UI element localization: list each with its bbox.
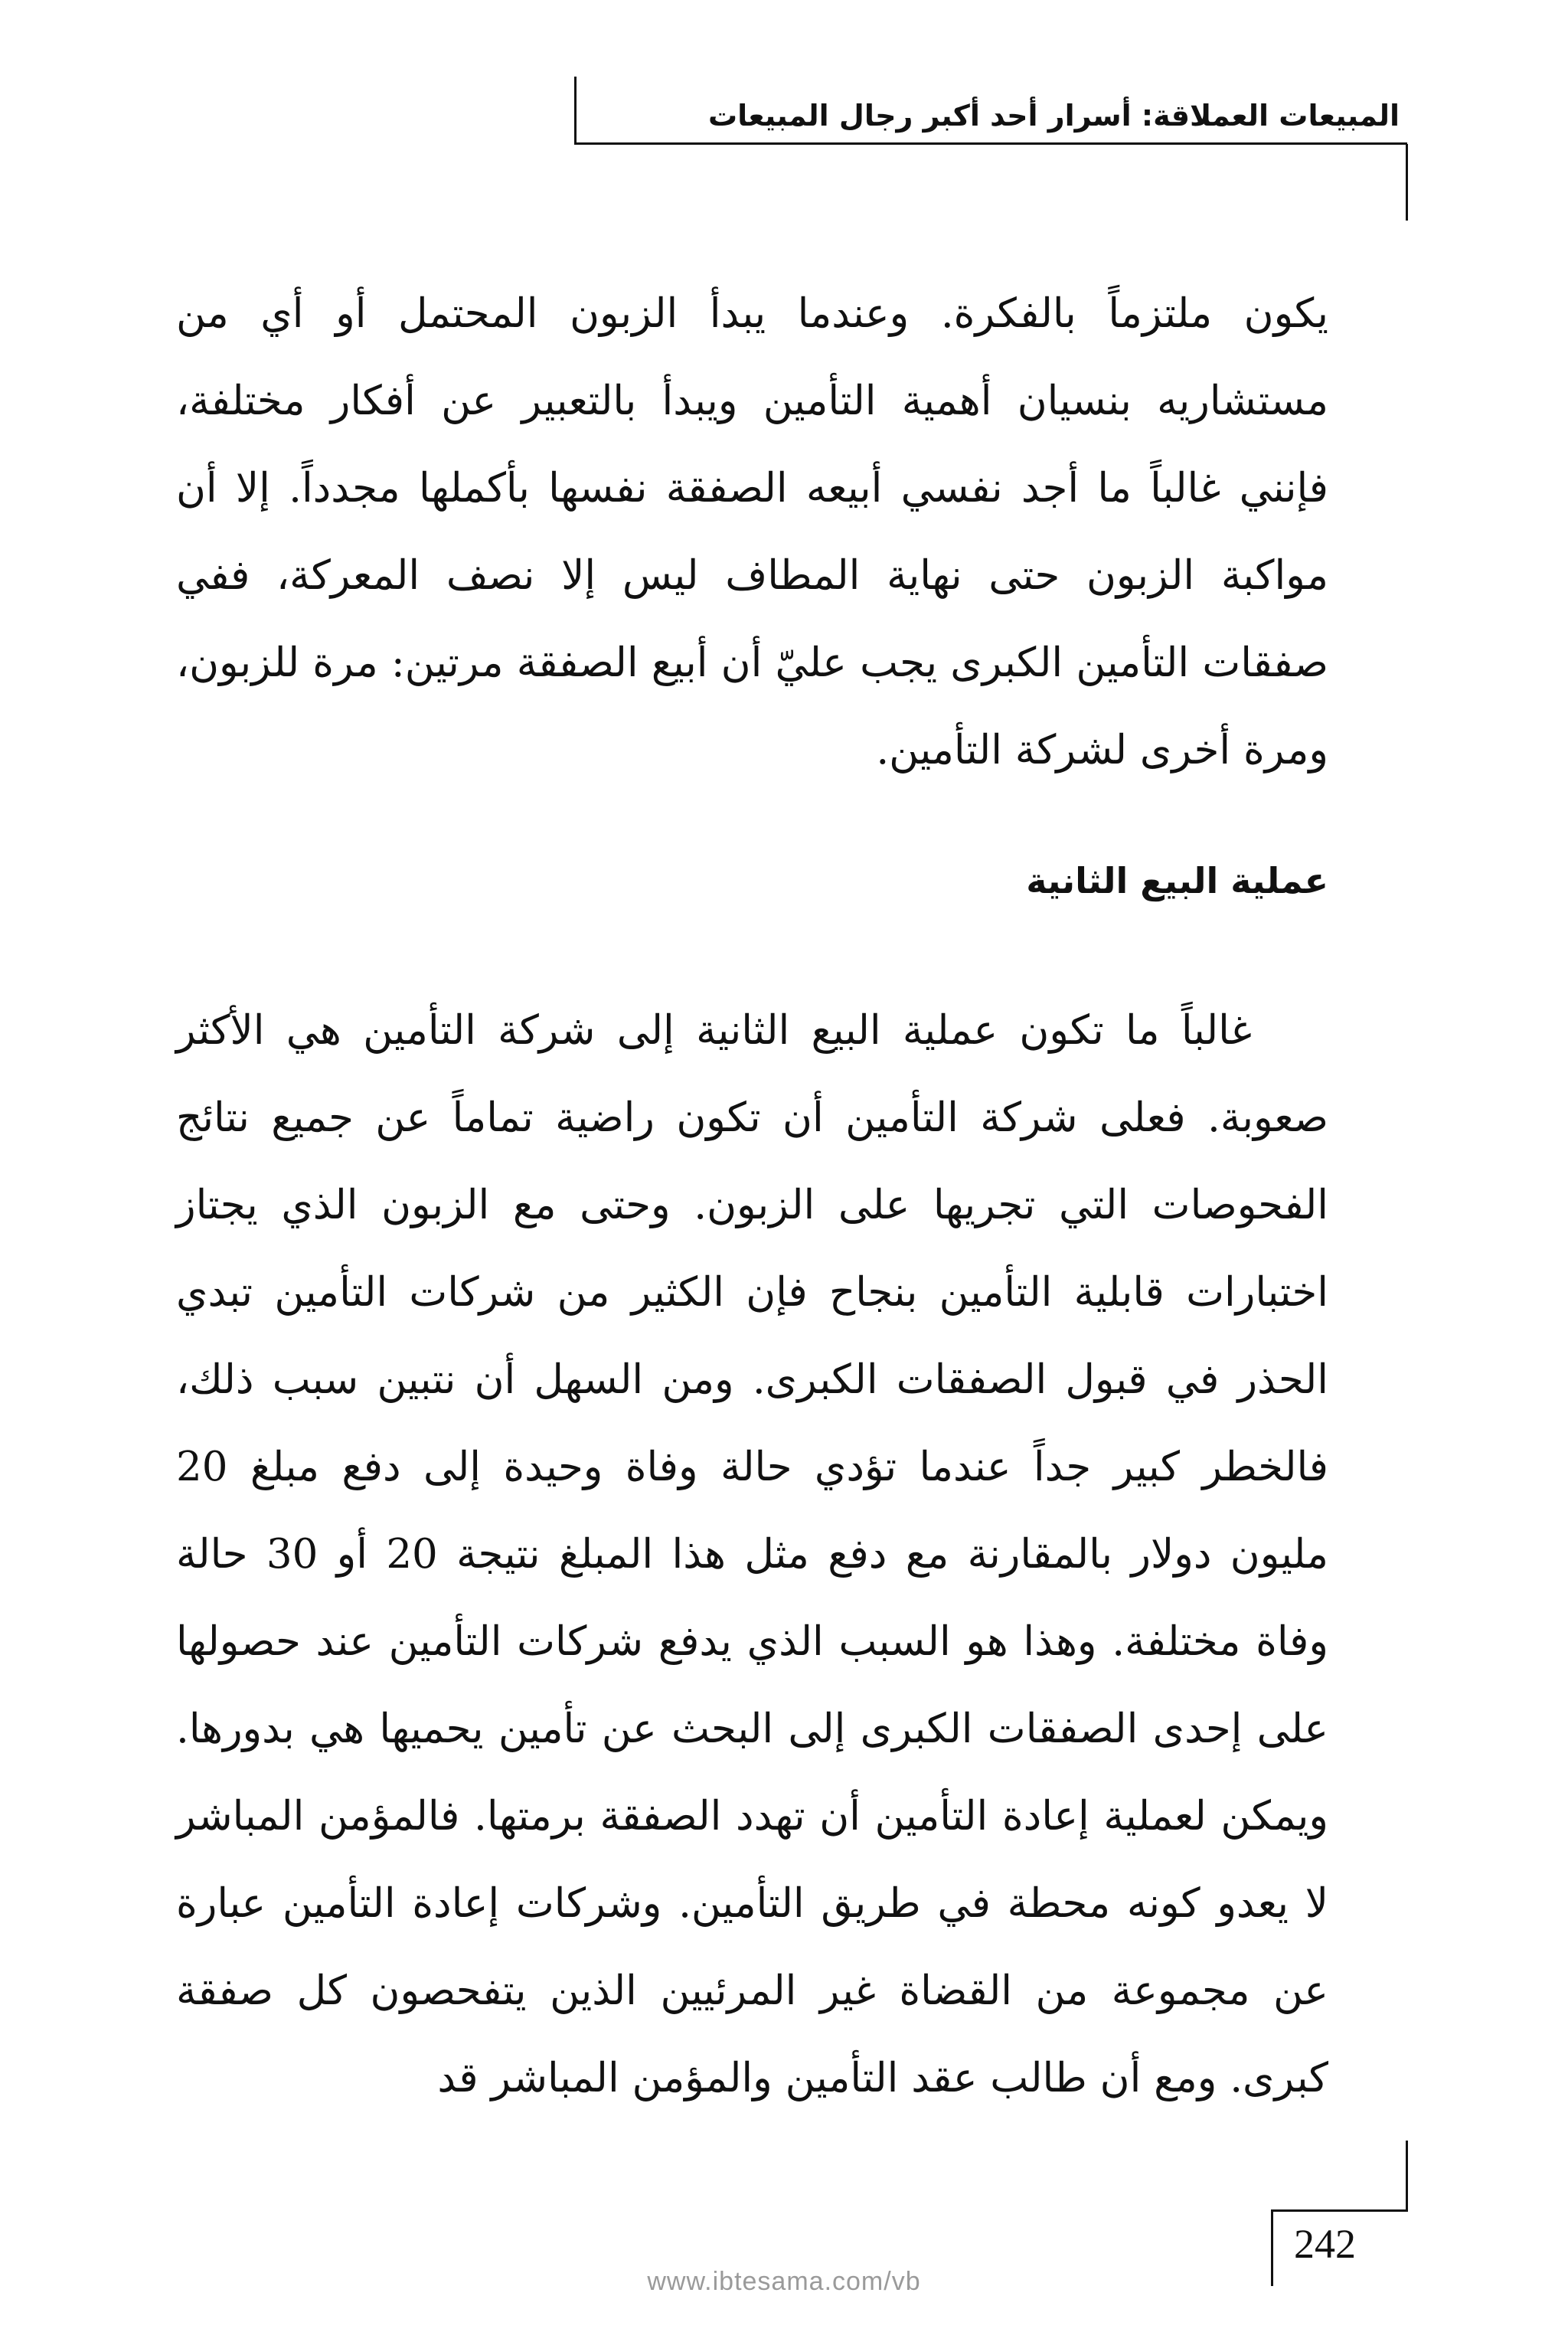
header-rule-right xyxy=(1406,144,1408,221)
page-number: 242 xyxy=(1294,2221,1356,2267)
body-paragraph-2: غالباً ما تكون عملية البيع الثانية إلى شركة التأمين هي الأكثر صعوبة. فعلى شركة التأمين أن تكون راضية تماماً عن جميع نتائج الفحوصات التي تجريها على الزبون. وحتى مع الزبون الذي يجتاز اختبارات قابلية التأمين بنجاح فإن الكثير من شركات التأمين تبدي الحذر في قبول الصفقات الكبرى. ومن السهل أن نتبين سبب ذلك، فالخطر كبير جداً عندما تؤدي حالة وفاة وحيدة إلى دفع مبلغ 20 مليون دولار بالمقارنة مع دفع مثل هذا المبلغ نتيجة 20 أو 30 حالة وفاة مختلفة. وهذا هو السبب الذي يدفع شركات التأمين عند حصولها على إحدى الصفقات الكبرى إلى البحث عن تأمين يحميها هي بدورها. ويمكن لعملية إعادة التأمين أن تهدد الصفقة برمتها. فالمؤمن المباشر لا يعدو كونه محطة في طريق التأمين. وشركات إعادة التأمين عبارة عن مجموعة من القضاة غير المرئيين الذين يتفحصون كل صفقة كبرى. ومع أن طالب عقد التأمين والمؤمن المباشر قد xyxy=(176,1007,1329,2101)
header-rule-left xyxy=(574,77,577,144)
footer-rule-vertical xyxy=(1406,2141,1408,2209)
watermark-url[interactable]: www.ibtesama.com/vb xyxy=(647,2267,921,2296)
header-rule-bottom xyxy=(574,142,1407,145)
body-paragraph-1: يكون ملتزماً بالفكرة. وعندما يبدأ الزبون المحتمل أو أي من مستشاريه بنسيان أهمية التأمين ويبدأ بالتعبير عن أفكار مختلفة، فإنني غالباً ما أجد نفسي أبيعه الصفقة نفسها بأكملها مجدداً. إلا أن مواكبة الزبون حتى نهاية المطاف ليس إلا نصف المعركة، ففي صفقات التأمين الكبرى يجب عليّ أن أبيع الصفقة مرتين: مرة للزبون، ومرة أخرى لشركة التأمين. xyxy=(176,290,1328,774)
running-header-title: المبيعات العملاقة: أسرار أحد أكبر رجال المبيعات xyxy=(707,99,1400,132)
section-heading: عملية البيع الثانية xyxy=(1026,860,1328,901)
footer-rule-horizontal xyxy=(1271,2209,1408,2212)
